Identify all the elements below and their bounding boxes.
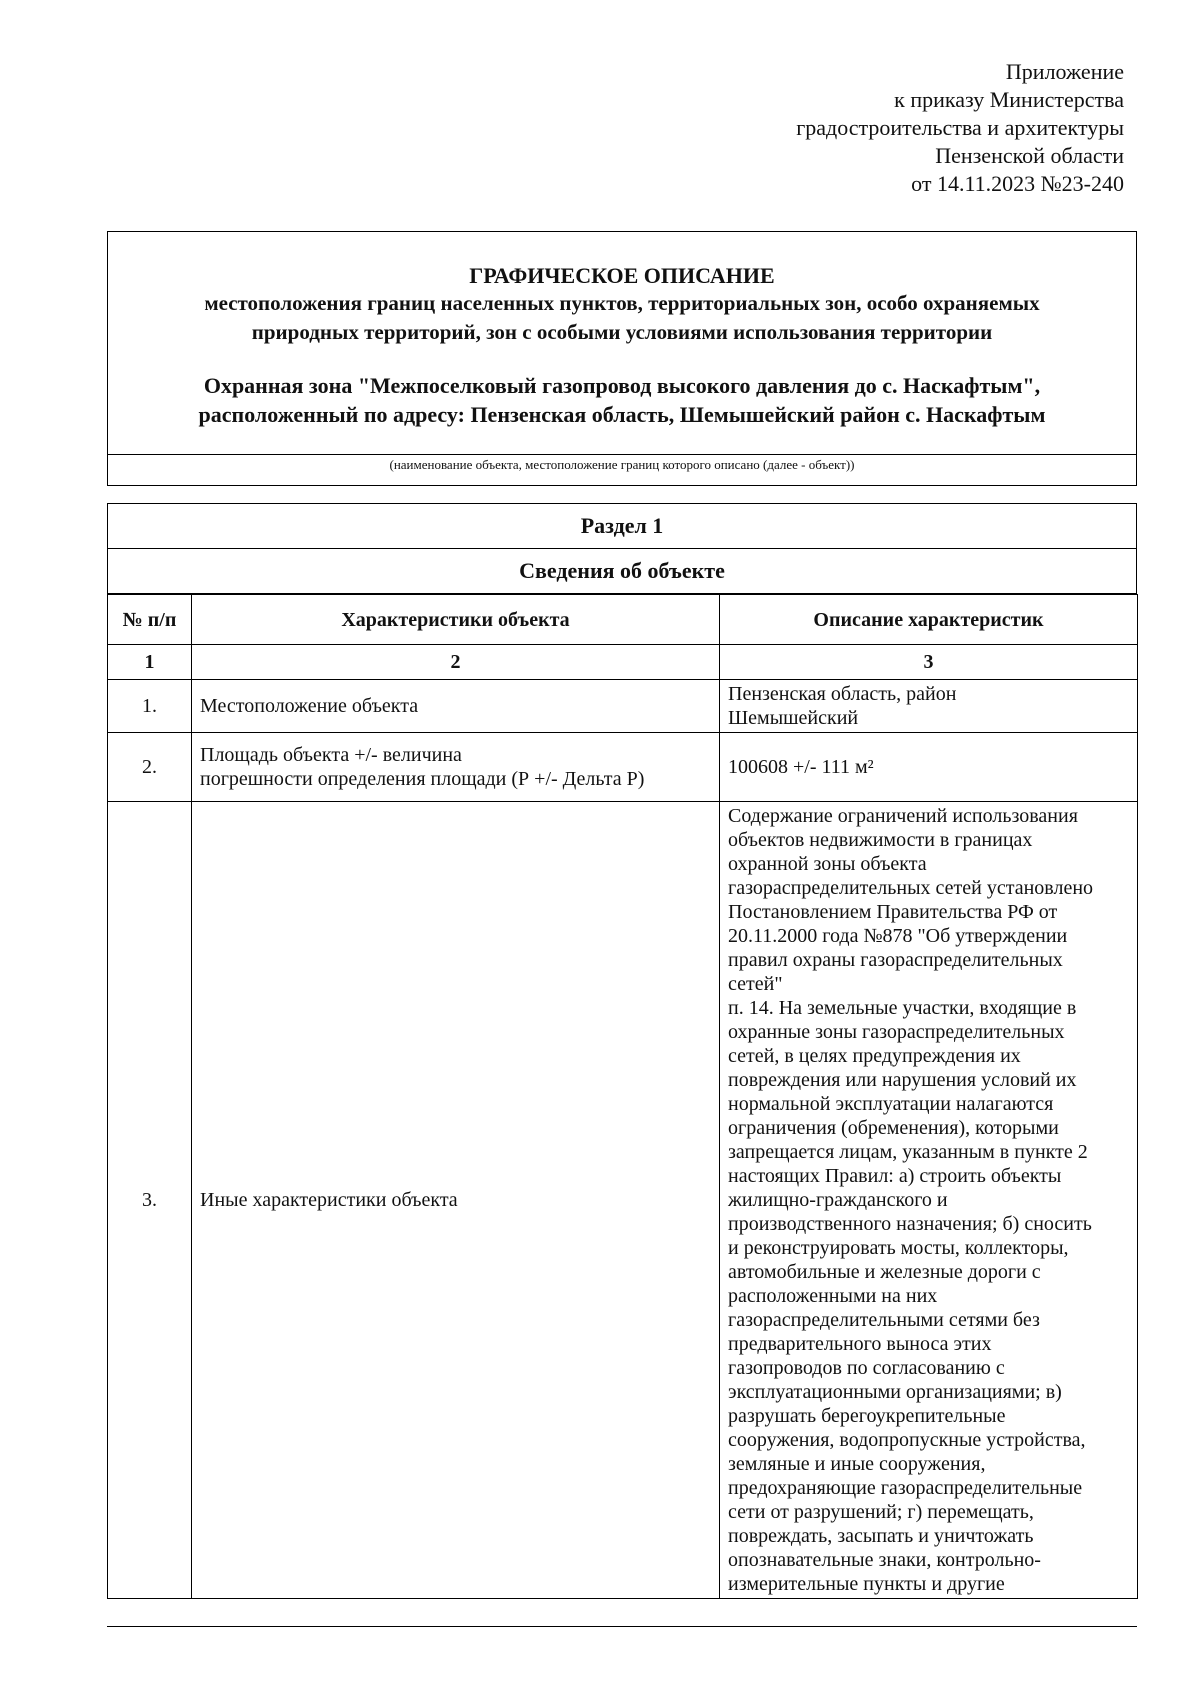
column-number: 1 [108,645,192,680]
description-line: сетей, в целях предупреждения их [728,1045,1021,1067]
description-line: опознавательные знаки, контрольно- [728,1549,1041,1571]
row-description: 100608 +/- 111 м² [720,733,1138,802]
description-line: эксплуатационными организациями; в) [728,1381,1062,1403]
column-header: Характеристики объекта [192,595,720,645]
row-characteristic: Площадь объекта +/- величина погрешности определения площади (Р +/- Дельта Р) [192,733,720,802]
description-line: сооружения, водопропускные устройства, [728,1429,1086,1451]
footer-divider [107,1626,1137,1627]
description-line: газораспределительными сетями без [728,1309,1040,1331]
table-header-row [108,595,1138,645]
description-line: автомобильные и железные дороги с [728,1261,1041,1283]
description-line: жилищно-гражданского и [728,1189,948,1211]
description-line: газораспределительных сетей установлено [728,877,1094,899]
row-number: 2. [108,733,192,802]
header-line: Приложение [1005,59,1124,84]
header-line: градостроительства и архитектуры [796,115,1124,140]
description-line: объектов недвижимости в границах [728,829,1033,851]
row-characteristic: Местоположение объекта [192,680,720,733]
row-number: 1. [108,680,192,733]
column-number: 2 [192,645,720,680]
description-line: правил охраны газораспределительных [728,949,1063,971]
description-line: сетей" [728,973,783,995]
header-line: Пензенской области [935,143,1124,168]
table-row [108,802,1138,1599]
row-number: 3. [108,802,192,1599]
description-line: земляные и иные сооружения, [728,1453,986,1475]
document-body [107,231,1137,1599]
description-line: предварительного выноса этих [728,1333,992,1355]
section-subtitle: Сведения об объекте [107,549,1137,594]
row-description [720,802,1138,1599]
description-line: Постановлением Правительства РФ от [728,901,1058,923]
column-header: № п/п [108,595,192,645]
description-line: предохраняющие газораспределительные [728,1477,1083,1499]
row-characteristic: Иные характеристики объекта [192,802,720,1599]
description-line: нормальной эксплуатации налагаются [728,1093,1054,1115]
description-line: 20.11.2000 года №878 "Об утверждении [728,925,1068,947]
description-line: сети от разрушений; г) перемещать, [728,1501,1034,1523]
description-line: ограничения (обременения), которыми [728,1117,1059,1139]
description-line: Содержание ограничений использования [728,805,1078,827]
description-line: охранной зоны объекта [728,853,927,875]
description-line: охранные зоны газораспределительных [728,1021,1065,1043]
title-box [107,231,1137,454]
table-row [108,680,1138,733]
object-info-table [107,594,1138,1599]
table-row [108,733,1138,802]
column-header: Описание характеристик [720,595,1138,645]
document-subtitle: местоположения границ населенных пунктов, территориальных зон, особо охраняемых природных территорий, зон с особыми условиями использования территории [204,291,1040,344]
description-line: повреждения или нарушения условий их [728,1069,1077,1091]
description-line: производственного назначения; б) сносить [728,1213,1092,1235]
row-description: Пензенская область, район Шемышейский [720,680,1138,733]
description-line: запрещается лицам, указанным в пункте 2 [728,1141,1088,1163]
object-name: Охранная зона "Межпоселковый газопровод высокого давления до с. Наскафтым", расположенный по адресу: Пензенская область, Шемышейский район с. Наскафтым [198,373,1046,427]
description-line: настоящих Правил: а) строить объекты [728,1165,1062,1187]
description-line: измерительные пункты и другие [728,1573,1005,1595]
column-number-row [108,645,1138,680]
order-header [796,58,1124,198]
description-line: и реконструировать мосты, коллекторы, [728,1237,1069,1259]
description-line: газопроводов по согласованию с [728,1357,1005,1379]
description-line: расположенными на них [728,1285,938,1307]
column-number: 3 [720,645,1138,680]
header-line: к приказу Министерства [894,87,1124,112]
document-title: ГРАФИЧЕСКОЕ ОПИСАНИЕ [469,263,775,288]
object-name-note: (наименование объекта, местоположение границ которого описано (далее - объект)) [107,454,1137,486]
description-line: п. 14. На земельные участки, входящие в [728,997,1077,1019]
description-line: разрушать берегоукрепительные [728,1405,1006,1427]
section-title: Раздел 1 [107,503,1137,549]
header-line: от 14.11.2023 №23-240 [911,171,1124,196]
description-line: повреждать, засыпать и уничтожать [728,1525,1034,1547]
